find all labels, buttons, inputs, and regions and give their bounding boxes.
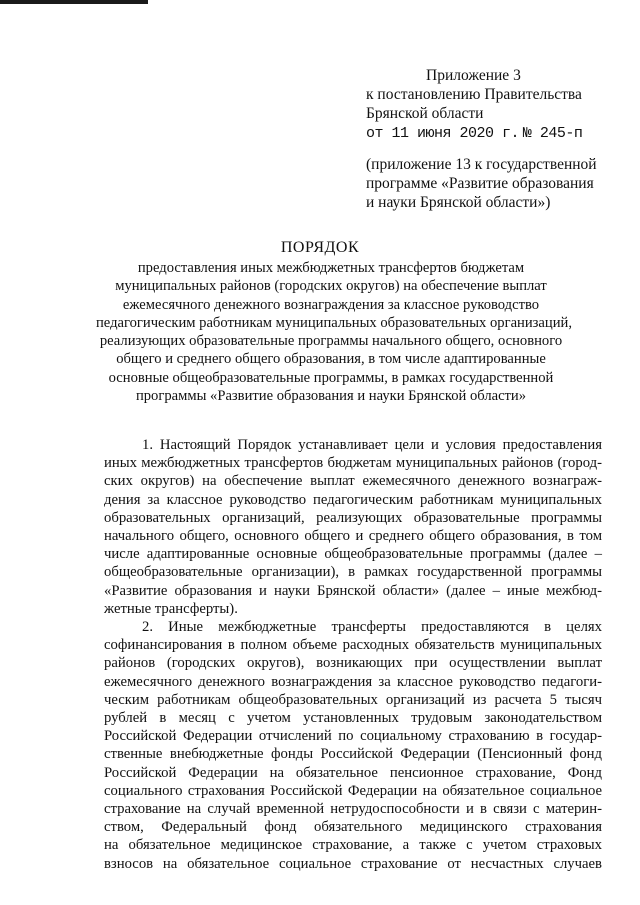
subtitle-line: общего и среднего общего образования, в том числе адаптированные [116,351,546,368]
top-rule-line [0,0,148,4]
paragraph-line: районов (городских округов), возникающих при осуществлении выплат [104,655,602,672]
paragraph-line: Российской Федерации на обязательное пенсионное страхование, Фонд [104,764,602,781]
paragraph-line: образовательных организаций, реализующих образовательные программы [104,509,602,526]
subtitle-line: реализующих образовательные программы начального общего, основного [99,333,563,350]
paragraph-line: взносов на обязательное социальное страхование от несчастных случаев [104,855,602,872]
appendix-note-line: (приложение 13 к государственной [366,156,597,173]
paragraph-line: ством, Федеральный фонд обязательного медицинского страхования [104,819,602,836]
paragraph-line: ственные внебюджетные фонды Российской Федерации (Пенсионный фонд [104,746,602,763]
subtitle-line: программы «Развитие образования и науки Брянской области» [135,388,527,405]
appendix-note-line: и науки Брянской области») [366,194,551,211]
appendix-date: от 11 июня 2020 г. [366,125,520,142]
paragraph-line: ских округов) на обеспечение выплат ежемесячного денежного вознаграж- [104,473,602,490]
paragraph-line: рублей в месяц с учетом установленных трудовым законодательством [104,710,602,727]
paragraph-line: социального страхования Российской Федерации на обязательное социальное [104,782,602,799]
appendix-line: Приложение 3 [426,67,521,84]
document-body [104,436,602,873]
subtitle-line: педагогическим работникам муниципальных образовательных организаций, [96,314,572,331]
paragraph-line: софинансирования в полном объеме расходных обязательств муниципальных [104,637,602,654]
appendix-note [366,155,628,212]
paragraph-line: жетные трансферты). [104,600,238,617]
appendix-number: № 245-п [522,125,583,142]
paragraph-line: 2. Иные межбюджетные трансферты предоставляются в целях [142,619,602,636]
subtitle-line: основные общеобразовательные программы, в рамках государственной [108,369,554,386]
paragraph-line: «Развитие образования и науки Брянской области» (далее – иные межбюд- [104,582,602,599]
appendix-header [366,66,626,143]
appendix-line: Брянской области [366,105,484,122]
subtitle-line: муниципальных районов (городских округов) на обеспечение выплат [115,278,547,295]
paragraph-line: 1. Настоящий Порядок устанавливает цели и условия предоставления [142,437,602,453]
subtitle-line: предоставления иных межбюджетных трансфертов бюджетам [137,260,525,276]
paragraph-line: ческим работникам общеобразовательных организаций из расчета 5 тысяч [104,691,602,708]
paragraph-line: Российской Федерации отчислений по социальному страхованию в государ- [104,728,602,745]
appendix-line: к постановлению Правительства [366,86,582,103]
paragraph-line: дения за классное руководство педагогическим работникам муниципальных [104,491,602,508]
document-title: ПОРЯДОК [280,239,360,256]
document-subtitle [96,259,572,405]
paragraph-line: иных межбюджетных трансфертов бюджетам муниципальных районов (город- [104,455,602,472]
appendix-date-row [366,123,610,143]
paragraph-line: начального общего, основного общего и среднего общего образования, в том [104,528,602,545]
paragraph-line: ежемесячного денежного вознаграждения за классное руководство педагоги- [104,673,602,690]
subtitle-line: ежемесячного денежного вознаграждения за классное руководство [122,296,540,313]
paragraph-line: общеобразовательные организации), в рамках государственной программы [104,564,602,581]
paragraph-2 [104,618,602,873]
paragraph-line: страхование на случай временной нетрудоспособности и в связи с материн- [104,801,602,818]
paragraph-line: числе адаптированные основные общеобразовательные программы (далее – [104,546,602,563]
appendix-note-line: программе «Развитие образования [366,175,594,192]
paragraph-1 [104,436,602,618]
paragraph-line: на обязательное медицинское страхование, а также с учетом страховых [104,837,602,854]
